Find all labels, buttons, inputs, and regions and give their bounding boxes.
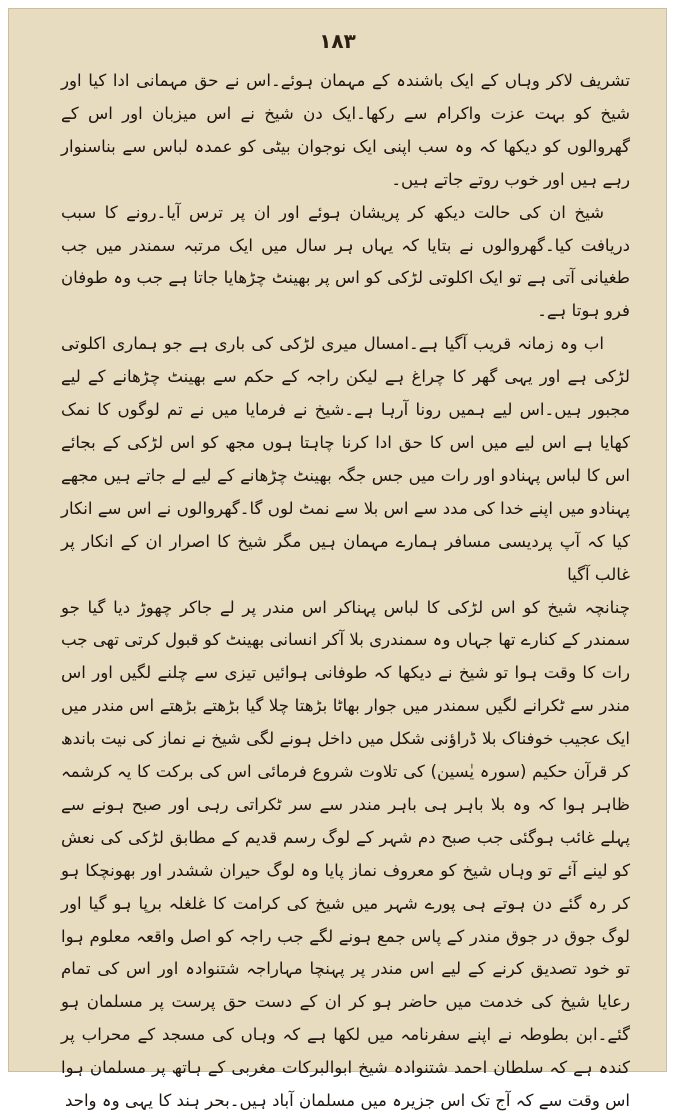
paragraph: شیخ ان کی حالت دیکھ کر پریشان ہوئے اور ان پر ترس آیا۔رونے کا سبب دریافت کیا۔گھروالوں نے بتایا کہ یہاں ہر سال میں ایک مرتبہ سمندر میں جب طغیانی آتی ہے تو ایک اکلوتی لڑکی کو اس پر بھینٹ چڑھایا جاتا ہے جب وہ طوفان فرو ہوتا ہے۔ <box>61 197 630 329</box>
page-body-text <box>61 65 630 1118</box>
paragraph: اب وہ زمانہ قریب آگیا ہے۔امسال میری لڑکی کی باری ہے جو ہماری اکلوتی لڑکی ہے اور یہی گھر کا چراغ ہے لیکن راجہ کے حکم سے بھینٹ چڑھانے کے لیے مجبور ہیں۔اس لیے ہمیں رونا آرہا ہے۔شیخ نے فرمایا میں نے تم لوگوں کا نمک کھایا ہے اس لیے میں اس کا حق ادا کرنا چاہتا ہوں مجھ کو اس لڑکی کے بجائے اس کا لباس پہنادو اور رات میں جس جگہ بھینٹ چڑھانے کے لیے لے جاتے ہیں مجھے پہنادو میں اپنے خدا کی مدد سے اس بلا سے نمٹ لوں گا۔گھروالوں نے اس سے انکار کیا کہ آپ پردیسی مسافر ہمارے مہمان ہیں مگر شیخ کا اصرار ان کے انکار پر غالب آگیا <box>61 328 630 591</box>
page-number: ۱۸۳ <box>9 29 666 53</box>
paragraph: تشریف لاکر وہاں کے ایک باشندہ کے مہمان ہوئے۔اس نے حق مہمانی ادا کیا اور شیخ کو بہت عزت واکرام سے رکھا۔ایک دن شیخ نے اس میزبان اور اس کے گھروالوں کو دیکھا کہ وہ سب اپنی ایک نوجوان بیٹی کو عمدہ لباس سے بناسنوار رہے ہیں اور خوب روتے جاتے ہیں۔ <box>61 65 630 197</box>
book-page <box>8 8 667 1072</box>
paragraph: چنانچہ شیخ کو اس لڑکی کا لباس پہناکر اس مندر پر لے جاکر چھوڑ دیا گیا جو سمندر کے کنارے تھا جہاں وہ سمندری بلا آکر انسانی بھینٹ کو قبول کرتی تھی جب رات کا وقت ہوا تو شیخ نے دیکھا کہ طوفانی ہوائیں تیزی سے چلنے لگیں اور اس مندر سے ٹکرانے لگیں سمندر میں جوار بھاٹا بڑھتا چلا گیا بڑھتے بڑھتے اس مندر میں ایک عجیب خوفناک بلا ڈراؤنی شکل میں داخل ہونے لگی شیخ نے نماز کی نیت باندھ کر قرآن حکیم (سورہ یٰسین) کی تلاوت شروع فرمائی اس کی برکت کا یہ کرشمہ ظاہر ہوا کہ وہ بلا باہر ہی باہر مندر سے سر ٹکراتی رہی اور صبح ہونے سے پہلے غائب ہوگئی جب صبح دم شہر کے لوگ رسم قدیم کے مطابق لڑکی کی نعش کو لینے آئے تو وہاں شیخ کو معروف نماز پایا وہ لوگ حیران ششدر اور بھونچکا ہو کر رہ گئے دن ہوتے ہی پورے شہر میں شیخ کی کرامت کا غلغلہ برپا ہو گیا اور لوگ جوق در جوق مندر کے پاس جمع ہونے لگے جب راجہ کو اصل واقعہ معلوم ہوا تو خود تصدیق کرنے کے لیے اس مندر پر پہنچا مہاراجہ شتنوادہ اور اس کی تمام رعایا شیخ کی خدمت میں حاضر ہو کر ان کے دست حق پرست پر مسلمان ہو گئے۔ابن بطوطہ نے اپنے سفرنامہ میں لکھا ہے کہ وہاں کی مسجد کے محراب پر کندہ ہے کہ سلطان احمد شتنوادہ شیخ ابوالبرکات مغربی کے ہاتھ پر مسلمان ہوا اس وقت سے کہ آج تک اس جزیرہ میں مسلمان آباد ہیں۔بحر ہند کا یہی وہ واحد <box>61 592 630 1118</box>
